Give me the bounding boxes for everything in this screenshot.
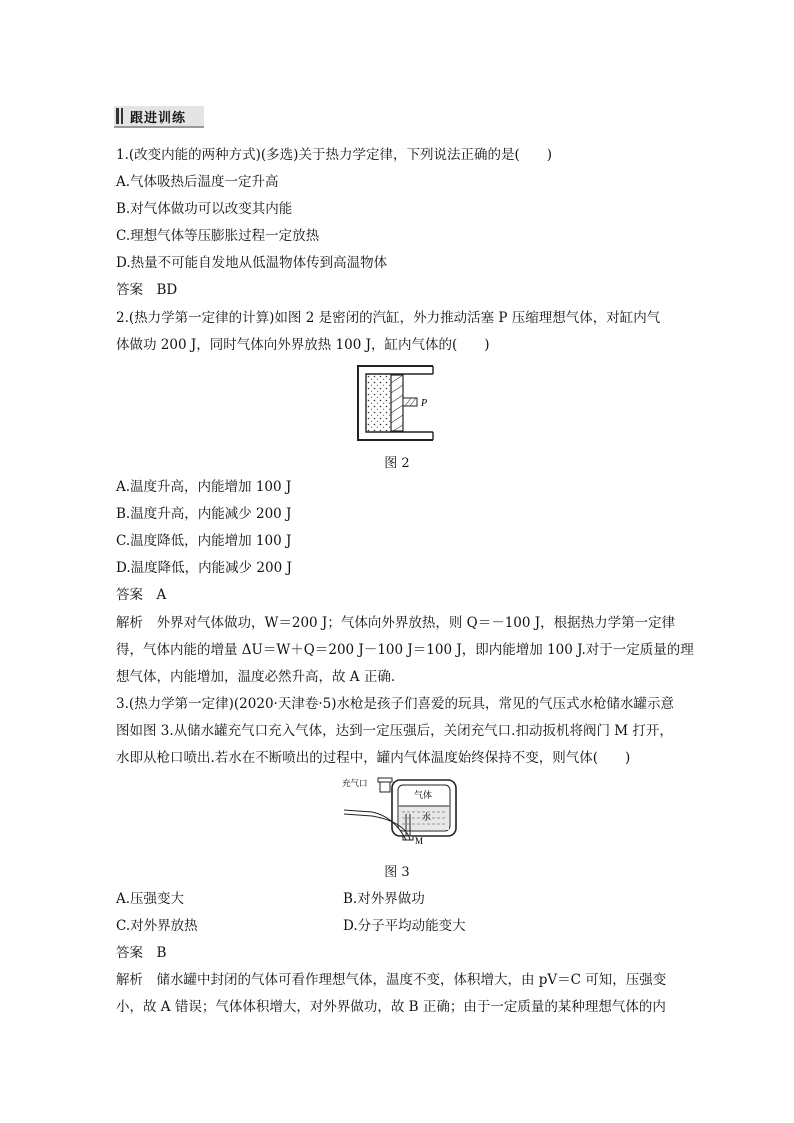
- q1-option-a: A.气体吸热后温度一定升高: [116, 174, 279, 190]
- water-label: 水: [422, 813, 432, 823]
- section-title: 跟进训练: [130, 111, 187, 126]
- piston-label: P: [421, 398, 428, 409]
- q2-option-a: A.温度升高，内能增加 100 J: [116, 479, 292, 495]
- q1-option-b: B.对气体做功可以改变其内能: [116, 201, 293, 217]
- header-bar-decoration: [121, 108, 123, 124]
- header-bar-decoration: [116, 108, 119, 124]
- q2-option-c: C.温度降低，内能增加 100 J: [116, 533, 292, 549]
- q1-option-c: C.理想气体等压膨胀过程一定放热: [116, 228, 320, 244]
- q2-option-b: B.温度升高，内能减少 200 J: [116, 506, 292, 522]
- gas-label: 气体: [414, 791, 433, 801]
- inlet-label: 充气口: [342, 779, 368, 789]
- cylinder-figure: [355, 363, 445, 445]
- q2-option-d: D.温度降低，内能减少 200 J: [116, 560, 292, 576]
- q3-option-c: C.对外界放热: [116, 918, 198, 934]
- q2-analysis-line3: 想气体，内能增加，温度必然升高，故 A 正确.: [116, 669, 396, 685]
- q3-stem-line2: 图如图 3.从储水罐充气口充入气体，达到一定压强后，关闭充气口.扣动扳机将阀门 M 打开，: [116, 723, 673, 739]
- q1-option-d: D.热量不可能自发地从低温物体传到高温物体: [116, 255, 388, 271]
- q3-option-d: D.分子平均动能变大: [343, 918, 466, 934]
- q2-stem-line1: 2.(热力学第一定律的计算)如图 2 是密闭的汽缸，外力推动活塞 P 压缩理想气体，对缸内气: [116, 310, 661, 326]
- figure-3-caption: 图 3: [384, 865, 410, 880]
- q3-stem-line1: 3.(热力学第一定律)(2020·天津卷·5)水枪是孩子们喜爱的玩具，常见的气压式水枪储水罐示意: [116, 696, 674, 712]
- q3-analysis-line1: 解析 储水罐中封闭的气体可看作理想气体，温度不变，体积增大，由 pV＝C 可知，压强变: [116, 972, 667, 988]
- q2-analysis-line2: 得，气体内能的增量 ΔU＝W＋Q＝200 J－100 J＝100 J，即内能增加 100 J.对于一定质量的理: [116, 642, 694, 658]
- q3-analysis-line2: 小，故 A 错误；气体体积增大，对外界做功，故 B 正确；由于一定质量的某种理想气体的内: [116, 999, 666, 1015]
- q2-analysis-line1: 解析 外界对气体做功，W＝200 J；气体向外界放热，则 Q＝－100 J，根据热力学第一定律: [116, 615, 676, 631]
- q3-option-b: B.对外界做功: [343, 891, 425, 907]
- water-tank-figure: [342, 776, 464, 848]
- figure-2-caption: 图 2: [384, 456, 410, 471]
- q3-option-a: A.压强变大: [116, 891, 185, 907]
- q1-answer: 答案 BD: [116, 282, 178, 298]
- section-header: [114, 106, 204, 128]
- q2-stem-line2: 体做功 200 J，同时气体向外界放热 100 J，缸内气体的( ): [116, 337, 490, 353]
- q1-stem: 1.(改变内能的两种方式)(多选)关于热力学定律，下列说法正确的是( ): [116, 147, 552, 163]
- q3-answer: 答案 B: [116, 945, 167, 961]
- q2-answer: 答案 A: [116, 587, 167, 603]
- valve-label: M: [415, 836, 424, 846]
- q3-stem-line3: 水即从枪口喷出.若水在不断喷出的过程中，罐内气体温度始终保持不变，则气体( ): [116, 750, 631, 766]
